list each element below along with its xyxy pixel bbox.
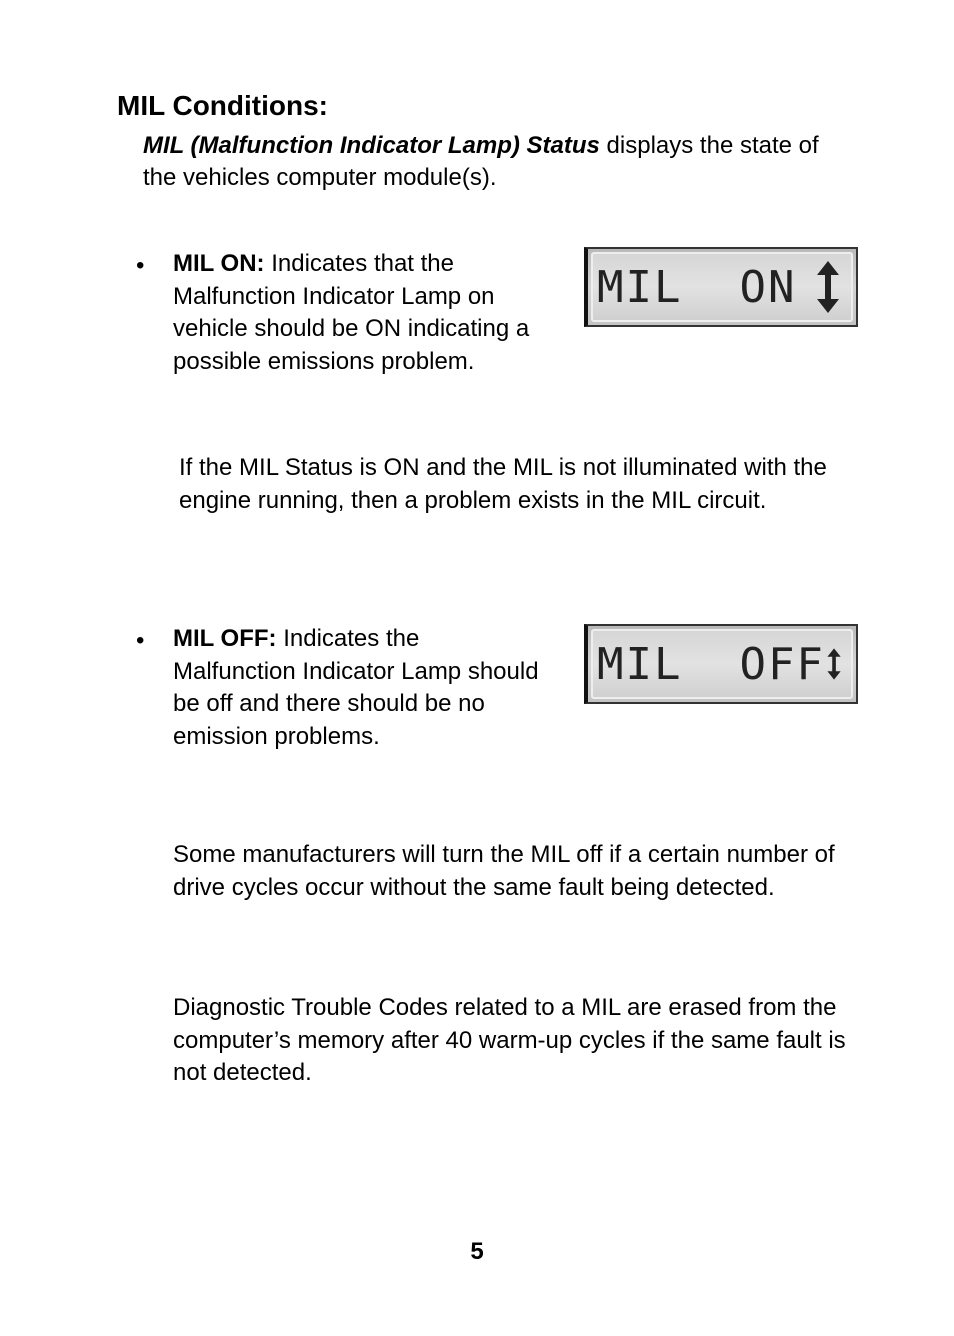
mil-on-note: If the MIL Status is ON and the MIL is not illuminated with the engine running, then a problem exists in the MIL circuit.: [179, 454, 827, 514]
mil-off-text: Indicates the Malfunction Indicator Lamp should be off and there should be no emission problems.: [173, 625, 539, 750]
lcd-screen: [591, 252, 853, 322]
mil-off-lcd-display: [584, 624, 858, 704]
page-number: 5: [470, 1238, 484, 1265]
dtc-note: Diagnostic Trouble Codes related to a MIL are erased from the computer’s memory after 40 warm-up cycles if the same fault is not detected.: [173, 994, 846, 1086]
mil-on-text: Indicates that the Malfunction Indicator Lamp on vehicle should be ON indicating a possible emissions problem.: [173, 250, 530, 375]
manufacturers-note: Some manufacturers will turn the MIL off if a certain number of drive cycles occur without the same fault being detected.: [173, 841, 835, 901]
mil-on-lcd-display: [584, 247, 858, 327]
up-down-arrow-icon: [825, 636, 843, 692]
intro-term: MIL (Malfunction Indicator Lamp) Status: [143, 132, 600, 159]
mil-off-item: [173, 623, 545, 753]
mil-on-term: MIL ON:: [173, 250, 265, 277]
bullet-mil-on: •: [136, 252, 145, 279]
bullet-mil-off: •: [136, 627, 145, 654]
intro-text: displays the state of the vehicles computer module(s).: [143, 132, 819, 191]
intro-paragraph: [143, 130, 843, 194]
mil-on-item: [173, 248, 563, 378]
mil-off-term: MIL OFF:: [173, 625, 277, 652]
section-heading: MIL Conditions:: [117, 90, 328, 121]
up-down-arrow-icon: [813, 259, 843, 315]
lcd-text: MIL OFF: [597, 638, 825, 690]
lcd-screen: [591, 629, 853, 699]
lcd-text: MIL ON: [597, 261, 797, 313]
